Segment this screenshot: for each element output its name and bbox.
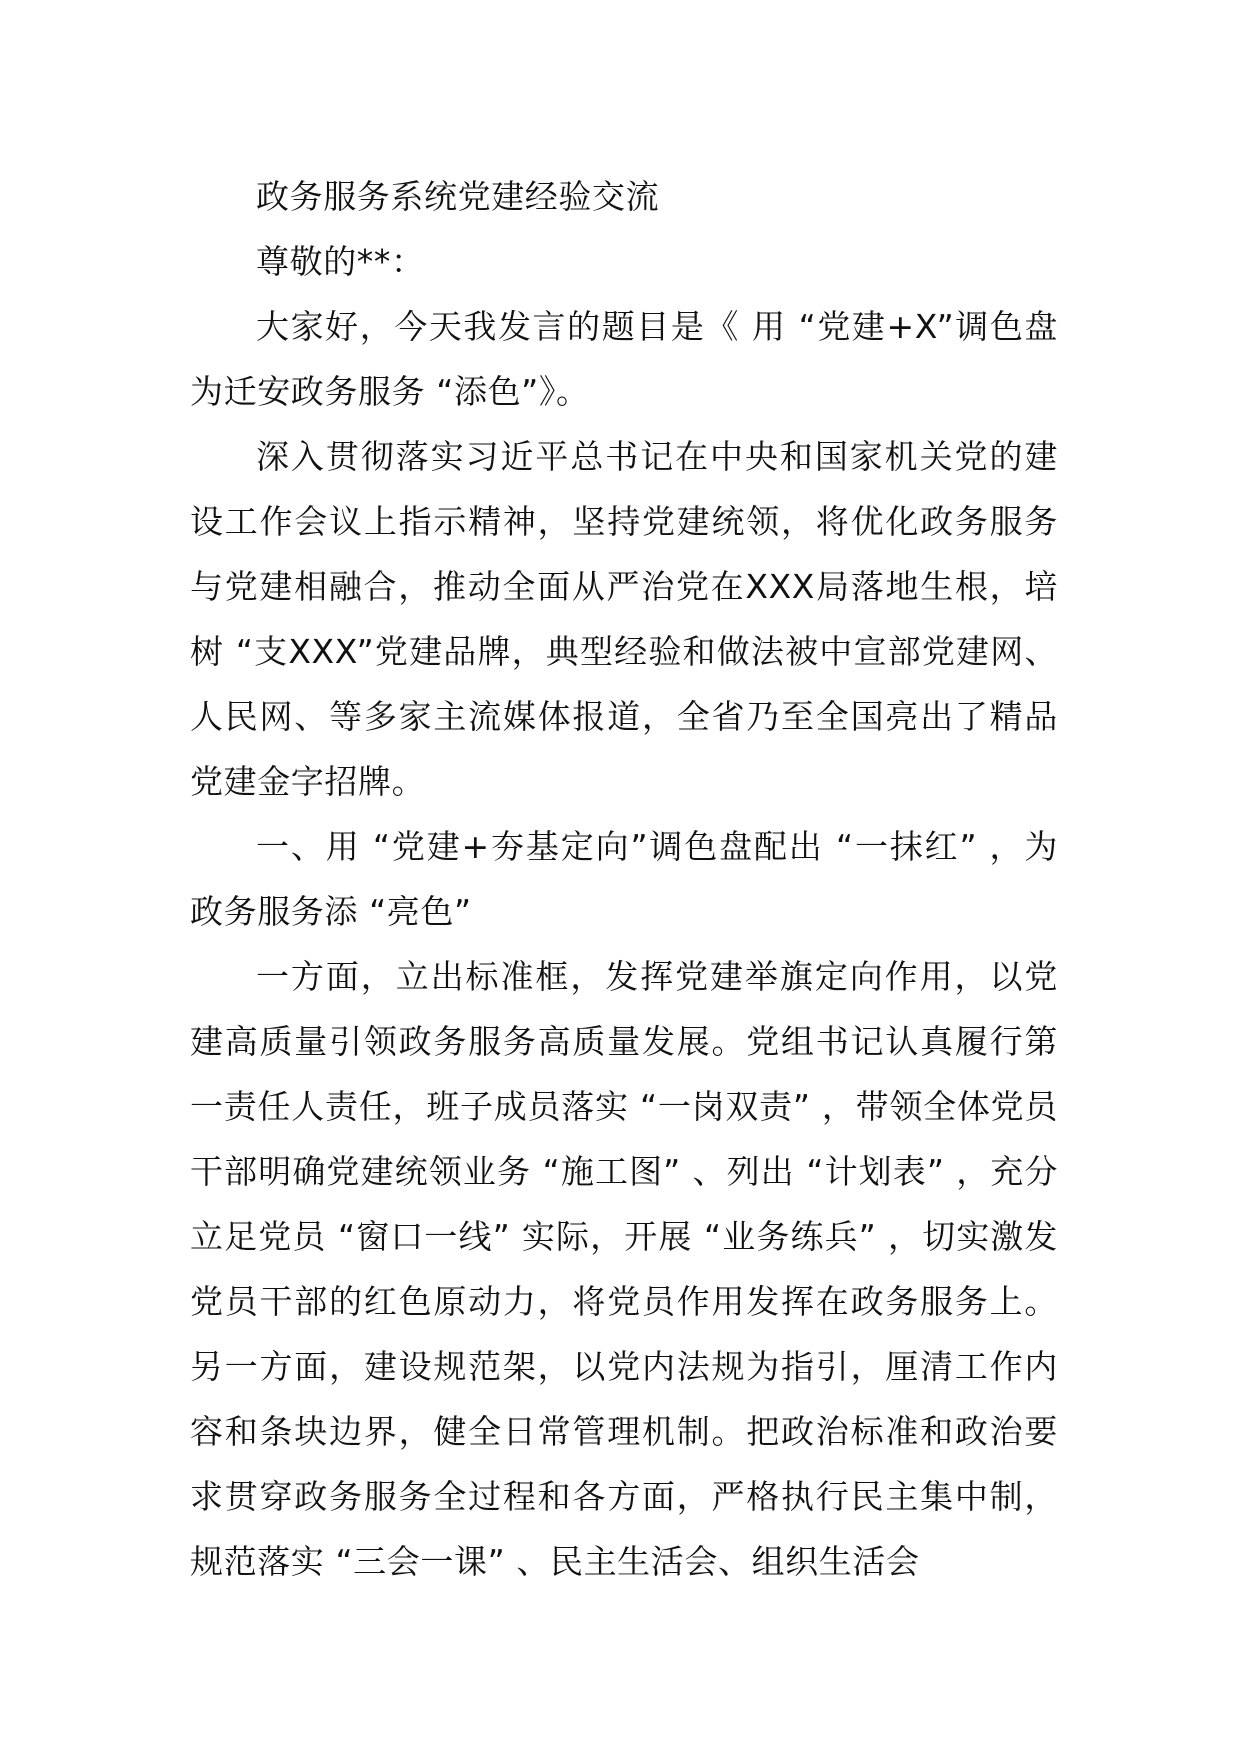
document-title: 政务服务系统党建经验交流 <box>256 177 660 216</box>
salutation: 尊敬的**： <box>256 242 425 281</box>
document-body <box>190 164 1058 1594</box>
paragraph-opening: 大家好，今天我发言的题目是《 用 “党建+X”调色盘为迁安政务服务 “添色”》。 <box>190 307 1058 411</box>
section-heading-one: 一、用 “党建+夯基定向”调色盘配出 “一抹红” ，为政务服务添 “亮色” <box>190 827 1058 931</box>
paragraph-introduction: 深入贯彻落实习近平总书记在中央和国家机关党的建设工作会议上指示精神，坚持党建统领，将优化政务服务与党建相融合，推动全面从严治党在XXX局落地生根，培树 “支XXX”党建品牌，典型经验和做法被中宣部党建网、人民网、等多家主流媒体报道，全省乃至全国亮出了精品党建金字招牌。 <box>190 437 1058 801</box>
paragraph-section-one-body: 一方面，立出标准框，发挥党建举旗定向作用，以党建高质量引领政务服务高质量发展。党组书记认真履行第一责任人责任，班子成员落实 “一岗双责” ，带领全体党员干部明确党建统领业务 “施工图” 、列出 “计划表” ，充分立足党员 “窗口一线” 实际，开展 “业务练兵” ，切实激发党员干部的红色原动力，将党员作用发挥在政务服务上。另一方面，建设规范架，以党内法规为指引，厘清工作内容和条块边界，健全日常管理机制。把政治标准和政治要求贯穿政务服务全过程和各方面，严格执行民主集中制，规范落实 “三会一课” 、民主生活会、组织生活会 <box>190 957 1058 1581</box>
